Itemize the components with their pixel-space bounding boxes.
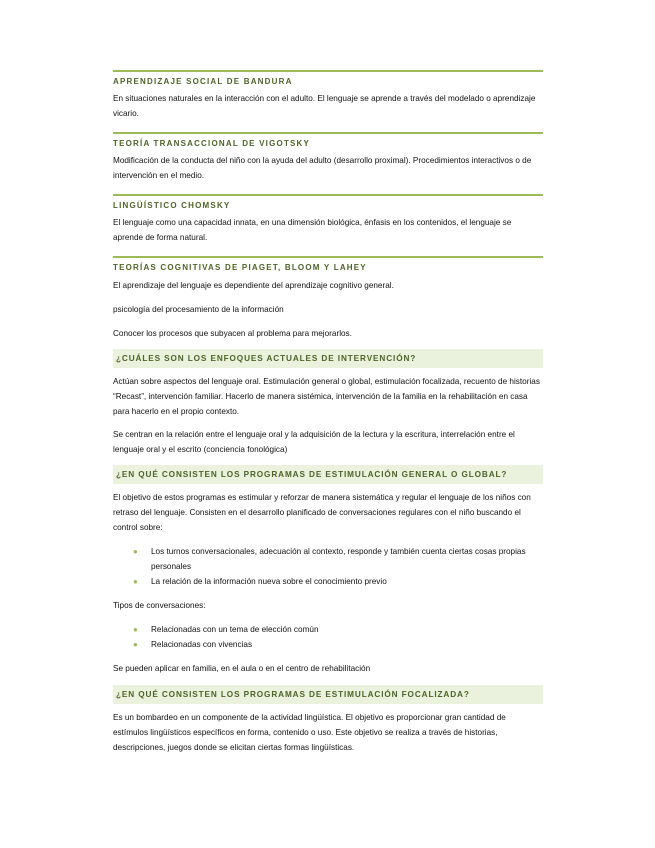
paragraph-vigotsky: Modificación de la conducta del niño con la ayuda del adulto (desarrollo proximal). Procedimientos interactivos o de intervención en el medio. bbox=[113, 156, 532, 180]
paragraph-cognitivas-1: El aprendizaje del lenguaje es dependiente del aprendizaje cognitivo general. bbox=[113, 281, 394, 290]
list-item: ● La relación de la información nueva sobre el conocimiento previo bbox=[113, 574, 543, 589]
list-global-1 bbox=[113, 544, 543, 589]
heading-bandura: APRENDIZAJE SOCIAL DE BANDURA bbox=[113, 70, 543, 86]
paragraph-bandura: En situaciones naturales en la interacción con el adulto. El lenguaje se aprende a través del modelado o aprendizaje vicario. bbox=[113, 94, 536, 118]
heading-vigotsky: TEORÍA TRANSACCIONAL DE VIGOTSKY bbox=[113, 132, 543, 148]
paragraph-cognitivas-3: Conocer los procesos que subyacen al problema para mejorarlos. bbox=[113, 329, 352, 338]
paragraph-enfoques-2: Se centran en la relación entre el lenguaje oral y la adquisición de la lectura y la escritura, interrelación entre el lenguaje oral y el escrito (conciencia fonológica) bbox=[113, 430, 515, 454]
paragraph-chomsky: El lenguaje como una capacidad innata, en una dimensión biológica, énfasis en los contenidos, el lenguaje se aprende de forma natural. bbox=[113, 218, 512, 242]
document-body bbox=[113, 70, 543, 755]
list-item: ● Relacionadas con un tema de elección común bbox=[113, 622, 543, 637]
bullet-icon: ● bbox=[133, 577, 138, 586]
heading-chomsky: LINGÜÍSTICO CHOMSKY bbox=[113, 194, 543, 210]
heading-focalizada: ¿EN QUÉ CONSISTEN LOS PROGRAMAS DE ESTIMULACIÓN FOCALIZADA? bbox=[113, 685, 543, 704]
heading-cognitivas: TEORÍAS COGNITIVAS DE PIAGET, BLOOM Y LAHEY bbox=[113, 256, 543, 272]
bullet-icon: ● bbox=[133, 547, 138, 556]
bullet-icon: ● bbox=[133, 640, 138, 649]
paragraph-global-2: Tipos de conversaciones: bbox=[113, 601, 206, 610]
heading-enfoques: ¿CUÁLES SON LOS ENFOQUES ACTUALES DE INTERVENCIÓN? bbox=[113, 349, 543, 368]
paragraph-focalizada: Es un bombardeo en un componente de la actividad lingüística. El objetivo es proporcionar gran cantidad de estímulos lingüísticos específicos en forma, contenido o uso. Este objetivo se realiza a través de historias, descripciones, juegos donde se elicitan ciertas formas lingüísticas. bbox=[113, 713, 506, 752]
heading-global: ¿EN QUÉ CONSISTEN LOS PROGRAMAS DE ESTIMULACIÓN GENERAL O GLOBAL? bbox=[113, 465, 543, 484]
paragraph-enfoques-1: Actúan sobre aspectos del lenguaje oral. Estimulación general o global, estimulación focalizada, recuento de historias “Recast”, intervención familiar. Hacerlo de manera sistémica, intervención de la familia en la rehabilitación en casa para hacerlo en el propio contexto. bbox=[113, 377, 540, 416]
bullet-icon: ● bbox=[133, 625, 138, 634]
list-item: ● Los turnos conversacionales, adecuación al contexto, responde y también cuenta ciertas cosas propias personales bbox=[113, 544, 543, 574]
paragraph-global-3: Se pueden aplicar en familia, en el aula o en el centro de rehabilitación bbox=[113, 664, 371, 673]
paragraph-cognitivas-2: psicología del procesamiento de la información bbox=[113, 305, 284, 314]
paragraph-global-1: El objetivo de estos programas es estimular y reforzar de manera sistemática y regular el lenguaje de los niños con retraso del lenguaje. Consisten en el desarrollo planificado de conversaciones regulares con el niño buscando el control sobre: bbox=[113, 493, 531, 532]
list-global-2 bbox=[113, 622, 543, 652]
list-item: ● Relacionadas con vivencias bbox=[113, 637, 543, 652]
